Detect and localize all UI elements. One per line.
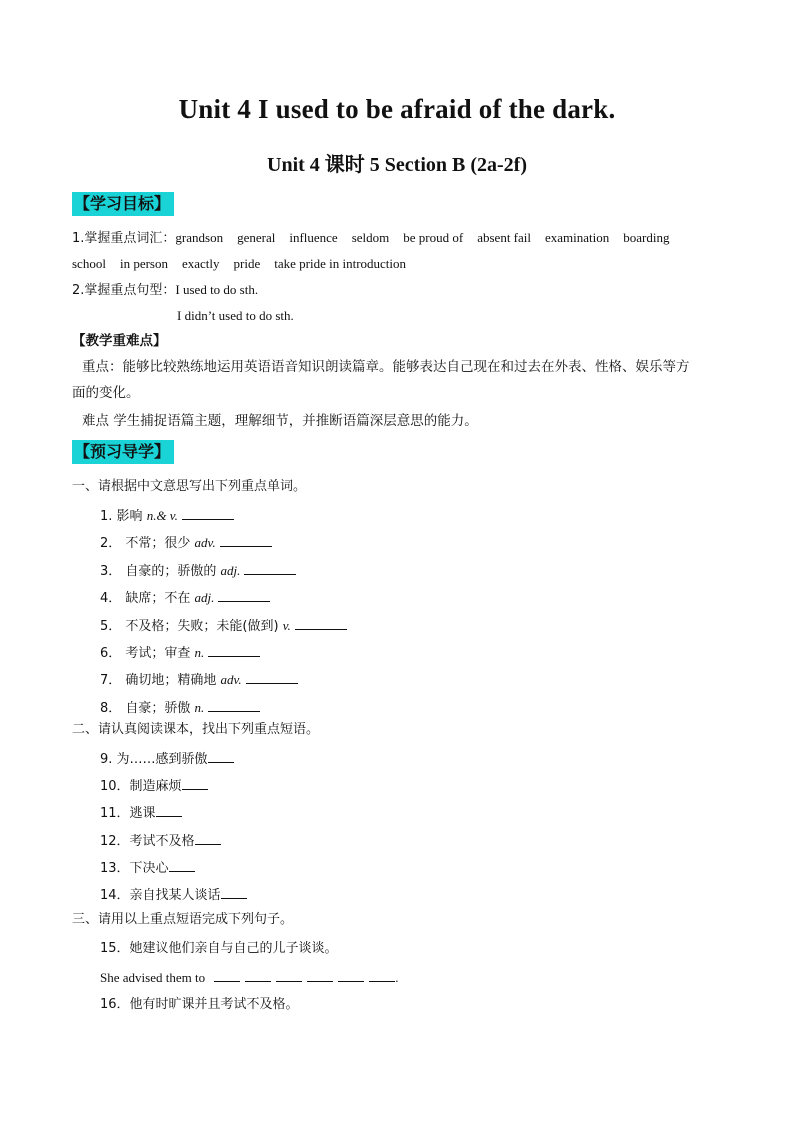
answer-blank[interactable] bbox=[338, 968, 364, 982]
phrase-text: 9. 为……感到骄傲 bbox=[100, 752, 208, 767]
q15-english bbox=[100, 968, 398, 988]
answer-blank[interactable] bbox=[195, 831, 221, 845]
word-pos: n. bbox=[194, 699, 205, 715]
pattern-line-1 bbox=[72, 281, 258, 300]
answer-blank[interactable] bbox=[369, 968, 395, 982]
phrase-text: 13．下决心 bbox=[100, 860, 169, 876]
word-number: 3． bbox=[100, 563, 126, 579]
vocab-word: examination bbox=[545, 230, 610, 245]
answer-blank[interactable] bbox=[295, 616, 347, 630]
phrase-text: 14．亲自找某人谈话 bbox=[100, 888, 221, 903]
key-points-line-2: 面的变化。 bbox=[72, 385, 140, 401]
word-number: 8． bbox=[100, 700, 126, 716]
answer-blank[interactable] bbox=[208, 643, 260, 657]
preview-heading: 【预习导学】 bbox=[72, 440, 174, 464]
vocab-word: exactly bbox=[181, 256, 220, 271]
word-item bbox=[100, 616, 347, 636]
answer-blank[interactable] bbox=[208, 749, 234, 763]
vocab-word: seldom bbox=[351, 230, 390, 245]
answer-blank[interactable] bbox=[182, 776, 208, 790]
word-meaning: 自豪；骄傲 bbox=[125, 700, 195, 716]
answer-blank[interactable] bbox=[276, 968, 302, 982]
phrase-text: 11．逃课 bbox=[100, 806, 156, 822]
difficulty-heading: 【教学重难点】 bbox=[72, 333, 167, 349]
q15-stem: She advised them to bbox=[100, 970, 206, 985]
phrase-item bbox=[100, 858, 195, 878]
answer-blank[interactable] bbox=[208, 698, 260, 712]
vocab-list-2 bbox=[72, 257, 420, 272]
word-meaning: 确切地；精确地 bbox=[125, 673, 221, 689]
q16-chinese: 16．他有时旷课并且考试不及格。 bbox=[100, 997, 299, 1012]
answer-blank[interactable] bbox=[246, 670, 298, 684]
phrase-item bbox=[100, 749, 234, 769]
answer-blank[interactable] bbox=[307, 968, 333, 982]
word-item bbox=[100, 561, 296, 581]
phrase-item bbox=[100, 831, 221, 851]
word-number: 4． bbox=[100, 591, 126, 607]
vocab-label: 1.掌握重点词汇： bbox=[72, 231, 176, 246]
vocab-word: boarding bbox=[623, 230, 670, 245]
phrase-item bbox=[100, 803, 182, 823]
phrase-text: 12．考试不及格 bbox=[100, 833, 195, 849]
pattern-1: I used to do sth. bbox=[175, 282, 259, 297]
vocab-word: absent fail bbox=[477, 230, 532, 245]
vocab-word: take pride in introduction bbox=[274, 256, 407, 271]
word-meaning: 影响 bbox=[116, 509, 147, 524]
word-meaning: 考试；审查 bbox=[125, 646, 195, 661]
word-number: 2． bbox=[100, 536, 126, 552]
key-points-line-1: 重点：能够比较熟练地运用英语语音知识朗读篇章。能够表达自己现在和过去在外表、性格、娱乐等方 bbox=[82, 359, 690, 375]
word-item bbox=[100, 506, 234, 526]
answer-blank[interactable] bbox=[156, 803, 182, 817]
vocab-word: grandson bbox=[175, 230, 224, 245]
vocab-word: influence bbox=[289, 230, 338, 245]
part3-title: 三、请用以上重点短语完成下列句子。 bbox=[72, 912, 294, 927]
vocab-line-2 bbox=[72, 255, 420, 274]
word-pos: adv. bbox=[220, 672, 242, 688]
phrase-item bbox=[100, 776, 208, 796]
word-item bbox=[100, 643, 260, 663]
vocab-word: pride bbox=[233, 256, 261, 271]
word-item bbox=[100, 698, 260, 718]
word-pos: v. bbox=[282, 617, 291, 633]
phrase-item bbox=[100, 885, 247, 905]
part1-title: 一、请根据中文意思写出下列重点单词。 bbox=[72, 479, 307, 494]
q15-period: . bbox=[395, 970, 399, 985]
word-item bbox=[100, 670, 298, 690]
vocab-word: school bbox=[72, 256, 106, 271]
vocab-line-1 bbox=[72, 229, 684, 248]
vocab-list-1 bbox=[175, 231, 683, 246]
word-meaning: 自豪的；骄傲的 bbox=[125, 563, 221, 579]
word-number: 1. bbox=[100, 509, 117, 524]
word-pos: adj. bbox=[220, 562, 241, 578]
answer-blank[interactable] bbox=[220, 533, 272, 547]
word-pos: n. bbox=[194, 645, 205, 660]
word-meaning: 不及格；失败；未能(做到) bbox=[125, 618, 283, 634]
vocab-word: be proud of bbox=[403, 230, 464, 245]
pattern-label: 2.掌握重点句型： bbox=[72, 283, 176, 298]
part2-title: 二、请认真阅读课本，找出下列重点短语。 bbox=[72, 722, 320, 737]
word-pos: adj. bbox=[194, 590, 215, 606]
word-item bbox=[100, 588, 270, 608]
answer-blank[interactable] bbox=[244, 561, 296, 575]
phrase-text: 10．制造麻烦 bbox=[100, 779, 182, 795]
word-pos: n.& v. bbox=[146, 508, 178, 523]
vocab-word: general bbox=[237, 230, 276, 245]
answer-blank[interactable] bbox=[245, 968, 271, 982]
word-number: 7． bbox=[100, 673, 126, 689]
hard-points-line: 难点 学生捕捉语篇主题，理解细节，并推断语篇深层意思的能力。 bbox=[82, 413, 478, 429]
word-number: 5． bbox=[100, 618, 126, 634]
word-pos: adv. bbox=[194, 535, 216, 551]
page-title: Unit 4 I used to be afraid of the dark. bbox=[178, 94, 616, 124]
pattern-2: I didn’t used to do sth. bbox=[177, 308, 294, 323]
page-subtitle: Unit 4 课时 5 Section B (2a-2f) bbox=[267, 154, 527, 176]
answer-blank[interactable] bbox=[218, 588, 270, 602]
word-number: 6． bbox=[100, 646, 126, 661]
answer-blank[interactable] bbox=[221, 885, 247, 899]
answer-blank[interactable] bbox=[214, 968, 240, 982]
vocab-word: in person bbox=[119, 256, 168, 271]
answer-blank[interactable] bbox=[169, 858, 195, 872]
word-item bbox=[100, 533, 272, 553]
word-meaning: 不常；很少 bbox=[125, 536, 195, 552]
word-meaning: 缺席；不在 bbox=[125, 591, 195, 607]
answer-blank[interactable] bbox=[182, 506, 234, 520]
learning-goals-heading: 【学习目标】 bbox=[72, 192, 174, 216]
q15-blanks[interactable] bbox=[209, 971, 395, 986]
q15-chinese: 15．她建议他们亲自与自己的儿子谈谈。 bbox=[100, 941, 338, 956]
